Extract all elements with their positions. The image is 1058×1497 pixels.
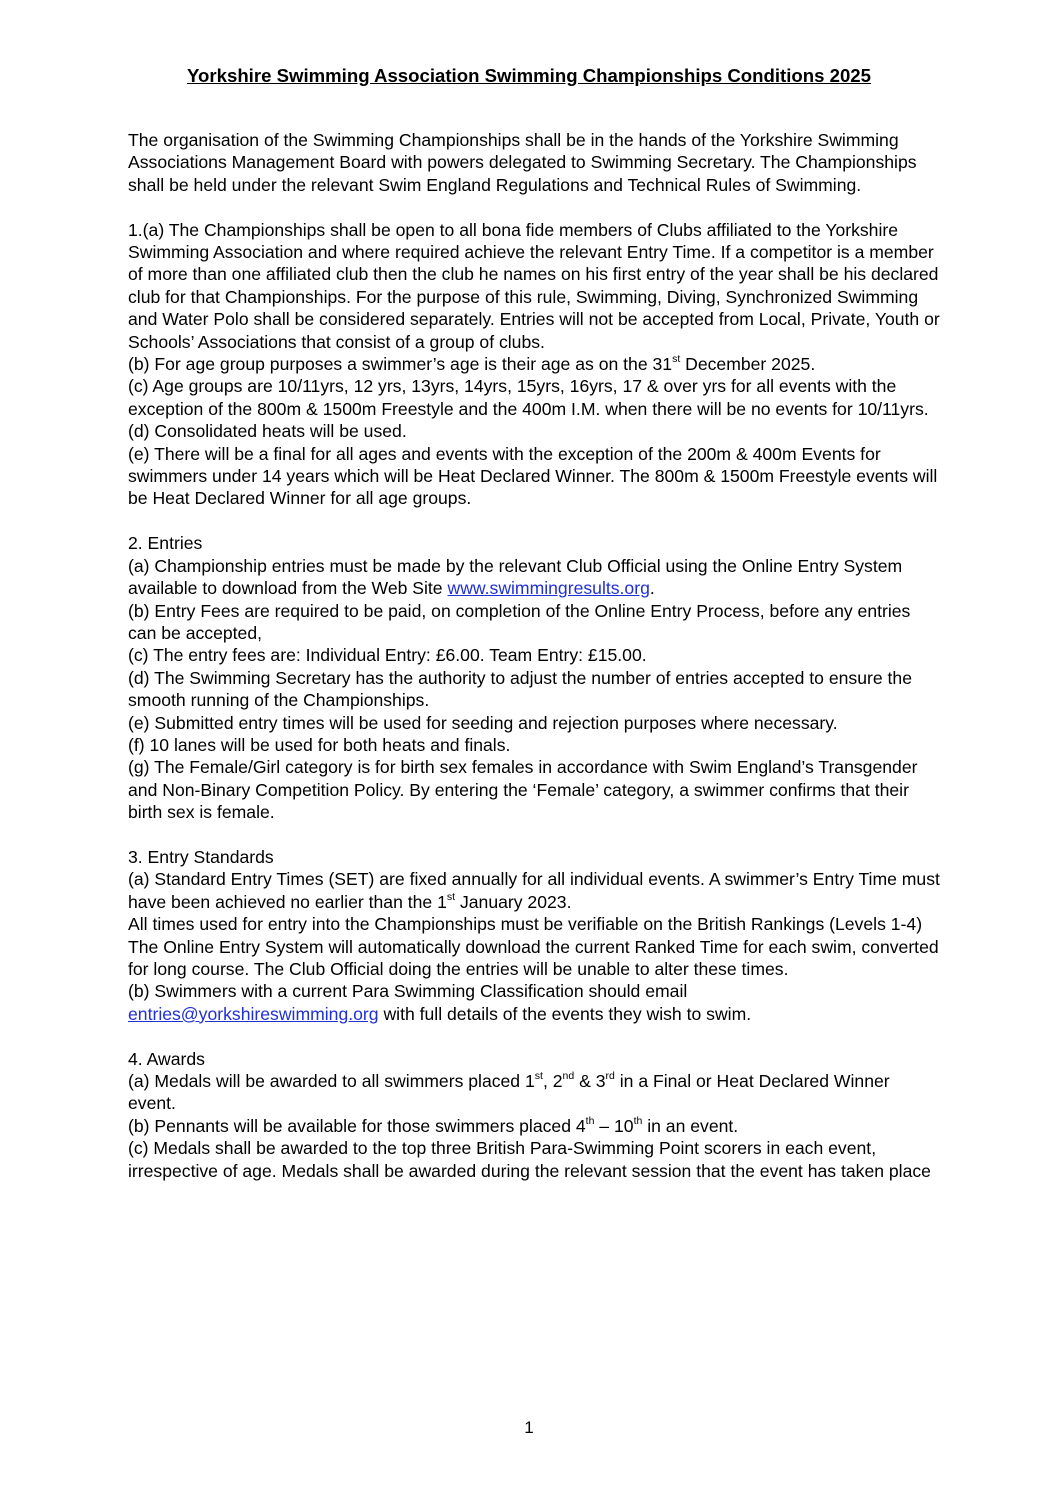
paragraph-spacer [128,510,940,532]
ordinal-suffix: nd [562,1070,575,1083]
section-heading: 4. Awards [128,1048,205,1069]
ordinal-suffix: th [633,1114,643,1127]
clause-2f: (f) 10 lanes will be used for both heats and finals. [128,734,511,755]
clause-4c: (c) Medals shall be awarded to the top three British Para-Swimming Point scorers in each event, irrespective of age. Medals shall be awarded during the relevant session that the event has taken place [128,1138,931,1181]
clause-4b-text-end: in an event. [642,1115,739,1136]
clause-4a-text-end: in a Final or Heat Declared Winner event. [128,1071,890,1114]
intro-paragraph: The organisation of the Swimming Championships shall be in the hands of the Yorkshire Swimming Associations Management Board with powers delegated to Swimming Secretary. The Championships shall be held under the relevant Swim England Regulations and Technical Rules of Swimming. [128,130,917,195]
clause-2b: (b) Entry Fees are required to be paid, on completion of the Online Entry Process, before any entries can be accepted, [128,600,911,643]
clause-3-online-system: The Online Entry System will automatically download the current Ranked Time for each swim, converted for long course. The Club Official doing the entries will be unable to alter these times. [128,936,939,979]
paragraph-spacer [128,1025,940,1047]
section-awards [128,1048,940,1182]
clause-1d: (d) Consolidated heats will be used. [128,421,407,442]
clause-4b-text: – 10 [594,1115,634,1136]
page-number: 1 [524,1418,534,1437]
clause-1b-text-end: December 2025. [680,354,816,375]
ordinal-suffix: st [534,1070,543,1083]
paragraph-spacer [128,196,940,218]
clause-4b [128,1115,940,1137]
clause-4a-text: & 3 [574,1071,606,1091]
section-entry-standards [128,846,940,1025]
clause-2a [128,555,940,600]
entries-email-link[interactable]: entries@yorkshireswimming.org [128,1003,379,1024]
clause-2c: (c) The entry fees are: Individual Entry: £6.00. Team Entry: £15.00. [128,645,647,666]
section-entries [128,532,940,823]
section-heading: 2. Entries [128,533,203,554]
swimmingresults-link[interactable]: www.swimmingresults.org [447,578,650,599]
clause-3a [128,868,940,913]
document-body [128,129,940,1182]
clause-4a-text: , 2 [542,1071,563,1091]
clause-2a-text: (a) Championship entries must be made by the relevant Club Official using the Online Entry System available to download from the Web Site [128,555,903,599]
clause-3b [128,980,940,1025]
clause-1c: (c) Age groups are 10/11yrs, 12 yrs, 13yrs, 14yrs, 15yrs, 16yrs, 17 & over yrs for all events with the exception of the 800m & 1500m Freestyle and the 400m I.M. when there will be no events for 10/11yrs. [128,376,929,419]
ordinal-suffix: th [585,1114,595,1127]
clause-4a [128,1070,940,1115]
clause-1b [128,353,940,375]
clause-2a-text-end: . [649,578,655,599]
paragraph-spacer [128,824,940,846]
clause-4b-text: (b) Pennants will be available for those swimmers placed 4 [128,1115,586,1136]
clause-2e: (e) Submitted entry times will be used for seeding and rejection purposes where necessary. [128,712,838,733]
ordinal-suffix: st [672,353,681,366]
ordinal-suffix: rd [605,1070,615,1083]
clause-2d: (d) The Swimming Secretary has the authority to adjust the number of entries accepted to ensure the smooth running of the Championships. [128,667,912,711]
clause-3b-text: (b) Swimmers with a current Para Swimming Classification should email [128,981,688,1002]
clause-2g: (g) The Female/Girl category is for birth sex females in accordance with Swim England’s Transgender and Non-Binary Competition Policy. By entering the ‘Female’ category, a swimmer confirms that their birth sex is female. [128,757,918,823]
section-heading: 3. Entry Standards [128,846,274,867]
clause-3a-text-end: January 2023. [455,891,572,912]
ordinal-suffix: st [446,890,456,903]
clause-1e: (e) There will be a final for all ages and events with the exception of the 200m & 400m Events for swimmers under 14 years which will be Heat Declared Winner. The 800m & 1500m Freestyle events will be Heat Declared Winner for all age groups. [128,443,938,509]
clause-1b-text: (b) For age group purposes a swimmer’s age is their age as on the 31 [128,354,673,375]
clause-3b-text-end: with full details of the events they wish to swim. [378,1003,752,1024]
clause-4a-text: (a) Medals will be awarded to all swimmers placed 1 [128,1071,535,1091]
document-title: Yorkshire Swimming Association Swimming Championships Conditions 2025 [187,65,871,86]
clause-1a: 1.(a) The Championships shall be open to all bona fide members of Clubs affiliated to the Yorkshire Swimming Association and where required achieve the relevant Entry Time. If a competitor is a member of more than one affiliated club then the club he names on his first entry of the year shall be his declared club for that Championships. For the purpose of this rule, Swimming, Diving, Synchronized Swimming and Water Polo shall be considered separately. Entries will not be accepted from Local, Private, Youth or Schools’ Associations that consist of a group of clubs. [128,219,940,352]
clause-3-rankings: All times used for entry into the Championships must be verifiable on the British Rankings (Levels 1-4) [128,914,923,935]
section-eligibility [128,219,940,510]
clause-3a-text: (a) Standard Entry Times (SET) are fixed annually for all individual events. A swimmer’s Entry Time must have been achieved no earlier than the 1 [128,869,940,912]
